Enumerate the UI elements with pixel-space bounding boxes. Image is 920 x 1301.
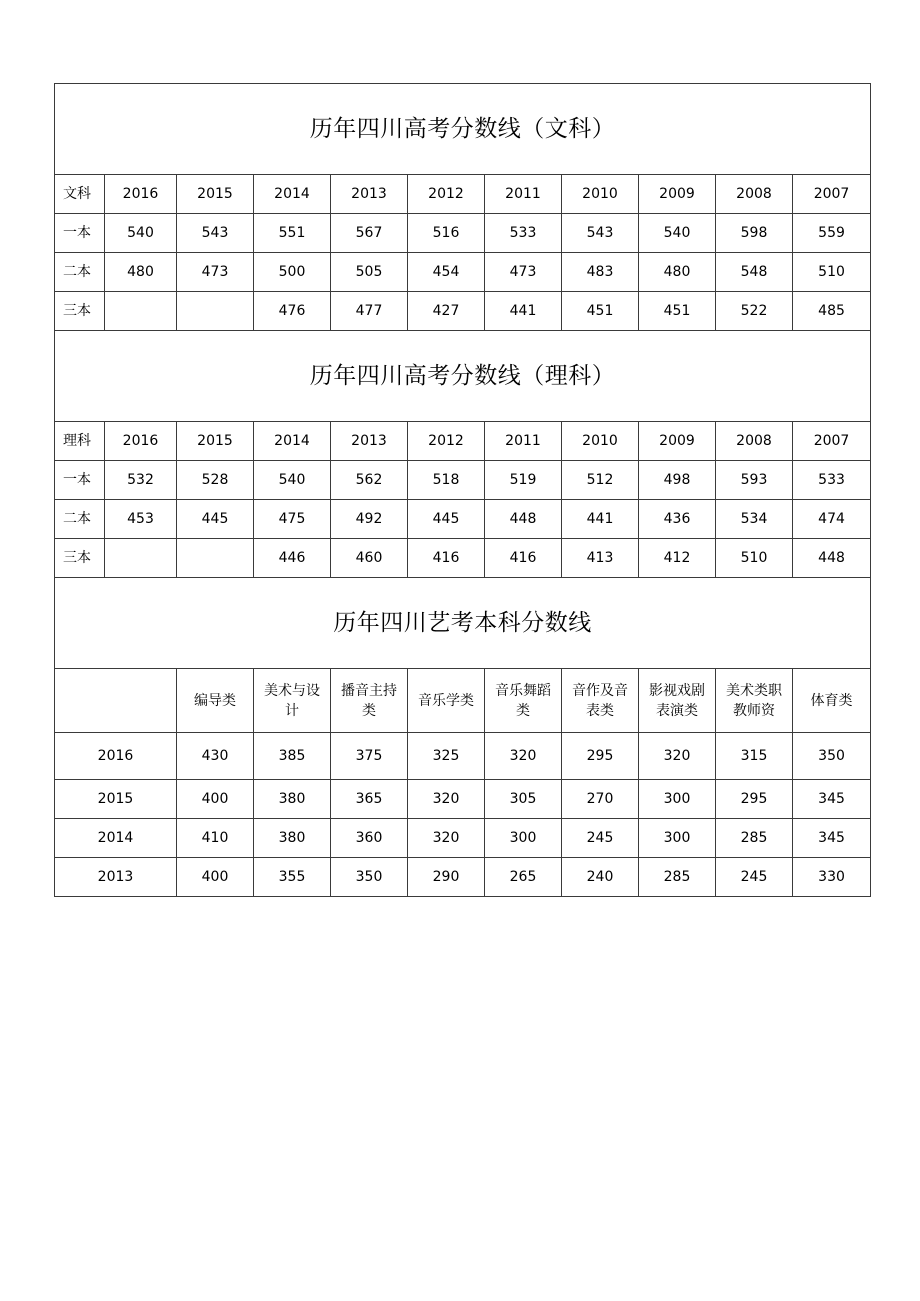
wenke-row xyxy=(55,214,871,253)
score-cell: 475 xyxy=(254,500,331,539)
score-cell: 427 xyxy=(408,292,485,331)
score-cell: 265 xyxy=(485,858,562,897)
score-cell: 448 xyxy=(485,500,562,539)
score-cell: 400 xyxy=(177,858,254,897)
score-cell: 240 xyxy=(562,858,639,897)
score-cell: 540 xyxy=(105,214,177,253)
category-cell: 音乐舞蹈类 xyxy=(485,669,562,733)
year-cell: 2010 xyxy=(562,422,639,461)
year-cell: 2016 xyxy=(105,175,177,214)
year-cell: 2012 xyxy=(408,175,485,214)
score-cell: 500 xyxy=(254,253,331,292)
like-row xyxy=(55,539,871,578)
year-cell: 2008 xyxy=(716,422,793,461)
art-row xyxy=(55,733,871,780)
score-cell: 300 xyxy=(639,780,716,819)
score-cell: 454 xyxy=(408,253,485,292)
art-year: 2014 xyxy=(55,819,177,858)
score-cell: 430 xyxy=(177,733,254,780)
score-cell: 559 xyxy=(793,214,871,253)
score-cell: 533 xyxy=(793,461,871,500)
score-cell: 480 xyxy=(639,253,716,292)
score-cell: 413 xyxy=(562,539,639,578)
score-cell: 410 xyxy=(177,819,254,858)
score-cell: 245 xyxy=(716,858,793,897)
score-cell: 510 xyxy=(716,539,793,578)
art-title-row xyxy=(55,578,871,669)
score-cell: 365 xyxy=(331,780,408,819)
score-cell: 448 xyxy=(793,539,871,578)
art-row xyxy=(55,819,871,858)
score-cell: 567 xyxy=(331,214,408,253)
row-label: 二本 xyxy=(55,253,105,292)
score-cell: 350 xyxy=(331,858,408,897)
category-cell: 美术与设计 xyxy=(254,669,331,733)
score-cell: 485 xyxy=(793,292,871,331)
year-cell: 2009 xyxy=(639,175,716,214)
score-cell: 445 xyxy=(408,500,485,539)
like-row xyxy=(55,461,871,500)
like-row xyxy=(55,500,871,539)
score-cell: 451 xyxy=(639,292,716,331)
category-cell: 美术类职教师资 xyxy=(716,669,793,733)
year-cell: 2010 xyxy=(562,175,639,214)
year-cell: 2011 xyxy=(485,175,562,214)
row-label: 三本 xyxy=(55,539,105,578)
art-corner xyxy=(55,669,177,733)
wenke-row xyxy=(55,292,871,331)
score-cell: 492 xyxy=(331,500,408,539)
score-cell: 305 xyxy=(485,780,562,819)
art-year: 2015 xyxy=(55,780,177,819)
score-cell: 315 xyxy=(716,733,793,780)
like-title: 历年四川高考分数线（理科） xyxy=(55,331,871,422)
score-cell: 522 xyxy=(716,292,793,331)
year-cell: 2014 xyxy=(254,175,331,214)
score-cell: 548 xyxy=(716,253,793,292)
score-cell: 593 xyxy=(716,461,793,500)
score-cell: 412 xyxy=(639,539,716,578)
year-cell: 2014 xyxy=(254,422,331,461)
row-label: 二本 xyxy=(55,500,105,539)
like-corner: 理科 xyxy=(55,422,105,461)
score-cell: 512 xyxy=(562,461,639,500)
row-label: 一本 xyxy=(55,214,105,253)
score-table xyxy=(54,83,871,897)
year-cell: 2009 xyxy=(639,422,716,461)
score-cell: 416 xyxy=(408,539,485,578)
score-cell: 446 xyxy=(254,539,331,578)
score-cell: 505 xyxy=(331,253,408,292)
category-cell: 体育类 xyxy=(793,669,871,733)
score-cell xyxy=(177,539,254,578)
category-cell: 影视戏剧表演类 xyxy=(639,669,716,733)
art-year: 2013 xyxy=(55,858,177,897)
score-cell: 245 xyxy=(562,819,639,858)
year-cell: 2015 xyxy=(177,175,254,214)
score-cell: 320 xyxy=(408,780,485,819)
score-cell xyxy=(105,292,177,331)
year-cell: 2011 xyxy=(485,422,562,461)
score-cell: 474 xyxy=(793,500,871,539)
wenke-title: 历年四川高考分数线（文科） xyxy=(55,84,871,175)
wenke-year-row xyxy=(55,175,871,214)
score-cell: 528 xyxy=(177,461,254,500)
category-cell: 播音主持类 xyxy=(331,669,408,733)
score-cell: 518 xyxy=(408,461,485,500)
score-cell: 477 xyxy=(331,292,408,331)
score-cell: 295 xyxy=(562,733,639,780)
year-cell: 2007 xyxy=(793,422,871,461)
year-cell: 2008 xyxy=(716,175,793,214)
score-cell: 498 xyxy=(639,461,716,500)
art-row xyxy=(55,780,871,819)
row-label: 三本 xyxy=(55,292,105,331)
score-cell: 543 xyxy=(177,214,254,253)
wenke-title-row xyxy=(55,84,871,175)
year-cell: 2013 xyxy=(331,422,408,461)
score-cell: 436 xyxy=(639,500,716,539)
score-cell: 325 xyxy=(408,733,485,780)
score-cell: 476 xyxy=(254,292,331,331)
year-cell: 2007 xyxy=(793,175,871,214)
score-cell: 441 xyxy=(485,292,562,331)
category-cell: 编导类 xyxy=(177,669,254,733)
score-cell: 441 xyxy=(562,500,639,539)
score-cell: 519 xyxy=(485,461,562,500)
art-title: 历年四川艺考本科分数线 xyxy=(55,578,871,669)
score-cell: 360 xyxy=(331,819,408,858)
score-cell: 285 xyxy=(639,858,716,897)
year-cell: 2012 xyxy=(408,422,485,461)
score-cell: 551 xyxy=(254,214,331,253)
score-cell: 480 xyxy=(105,253,177,292)
year-cell: 2013 xyxy=(331,175,408,214)
art-category-row xyxy=(55,669,871,733)
score-cell: 320 xyxy=(485,733,562,780)
score-cell: 385 xyxy=(254,733,331,780)
score-cell: 300 xyxy=(485,819,562,858)
score-cell: 473 xyxy=(177,253,254,292)
score-cell: 532 xyxy=(105,461,177,500)
score-cell: 320 xyxy=(408,819,485,858)
score-cell: 510 xyxy=(793,253,871,292)
category-cell: 音作及音表类 xyxy=(562,669,639,733)
score-cell: 400 xyxy=(177,780,254,819)
score-cell: 562 xyxy=(331,461,408,500)
score-cell: 460 xyxy=(331,539,408,578)
score-cell: 295 xyxy=(716,780,793,819)
row-label: 一本 xyxy=(55,461,105,500)
score-cell: 540 xyxy=(639,214,716,253)
score-cell: 483 xyxy=(562,253,639,292)
like-year-row xyxy=(55,422,871,461)
wenke-corner: 文科 xyxy=(55,175,105,214)
score-cell: 534 xyxy=(716,500,793,539)
score-cell: 473 xyxy=(485,253,562,292)
score-cell: 375 xyxy=(331,733,408,780)
score-cell: 451 xyxy=(562,292,639,331)
score-cell: 300 xyxy=(639,819,716,858)
score-cell: 453 xyxy=(105,500,177,539)
score-cell: 540 xyxy=(254,461,331,500)
score-cell: 543 xyxy=(562,214,639,253)
score-cell xyxy=(177,292,254,331)
year-cell: 2015 xyxy=(177,422,254,461)
score-cell: 285 xyxy=(716,819,793,858)
score-cell: 598 xyxy=(716,214,793,253)
year-cell: 2016 xyxy=(105,422,177,461)
score-cell: 270 xyxy=(562,780,639,819)
like-title-row xyxy=(55,331,871,422)
score-sheet xyxy=(54,83,870,897)
score-cell: 533 xyxy=(485,214,562,253)
score-cell: 290 xyxy=(408,858,485,897)
art-year: 2016 xyxy=(55,733,177,780)
score-cell: 345 xyxy=(793,819,871,858)
score-cell: 445 xyxy=(177,500,254,539)
score-cell: 380 xyxy=(254,780,331,819)
score-cell xyxy=(105,539,177,578)
score-cell: 380 xyxy=(254,819,331,858)
score-cell: 416 xyxy=(485,539,562,578)
art-row xyxy=(55,858,871,897)
score-cell: 516 xyxy=(408,214,485,253)
score-cell: 330 xyxy=(793,858,871,897)
score-cell: 345 xyxy=(793,780,871,819)
score-cell: 320 xyxy=(639,733,716,780)
wenke-row xyxy=(55,253,871,292)
score-cell: 355 xyxy=(254,858,331,897)
category-cell: 音乐学类 xyxy=(408,669,485,733)
score-cell: 350 xyxy=(793,733,871,780)
